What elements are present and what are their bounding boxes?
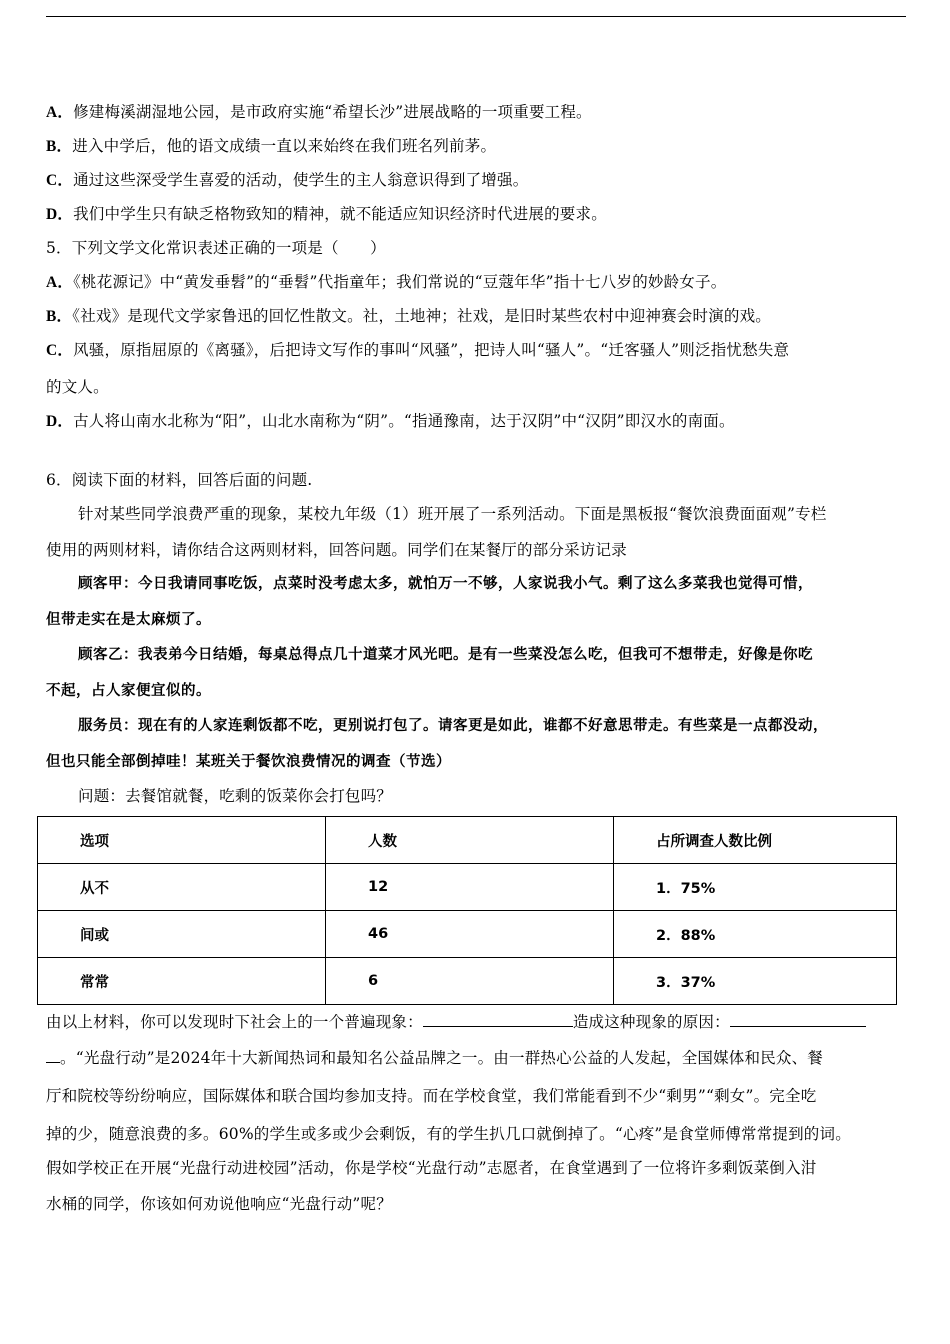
table-cell: 46 — [326, 911, 614, 958]
header-rule — [46, 16, 906, 17]
q6-intro-line1: 针对某些同学浪费严重的现象，某校九年级（1）班开展了一系列活动。下面是黑板报“餐饮浪费面面观”专栏 — [78, 505, 827, 523]
survey-table — [37, 816, 897, 1005]
q6-guest-a-line1: 顾客甲：今日我请同事吃饭，点菜时没考虑太多，就怕万一不够，人家说我小气。剩了这么多菜我也觉得可惜， — [78, 576, 813, 592]
answer-blank-reason-cont[interactable] — [46, 1048, 60, 1063]
q6-para-line5: 水桶的同学，你该如何劝说他响应“光盘行动”呢？ — [46, 1195, 392, 1213]
q6-guest-b-line1: 顾客乙：我表弟今日结婚，每桌总得点几十道菜才风光吧。是有一些菜没怎么吃，但我可不想带走，好像是你吃 — [78, 647, 813, 663]
q6-waiter-line1: 服务员：现在有的人家连剩饭都不吃，更别说打包了。请客更是如此，谁都不好意思带走。有些菜是一点都没动， — [78, 718, 828, 734]
q6-para-line4: 假如学校正在开展“光盘行动进校园”活动，你是学校“光盘行动”志愿者，在食堂遇到了一位将许多剩饭菜倒入泔 — [46, 1159, 817, 1177]
q6-intro-line2: 使用的两则材料，请你结合这两则材料，回答问题。同学们在某餐厅的部分采访记录 — [46, 541, 627, 559]
q5-option-d: D．古人将山南水北称为“阳”，山北水南称为“阴”。“指通豫南，达于汉阴”中“汉阴”即汉水的南面。 — [46, 412, 735, 430]
table-header-cell: 选项 — [38, 817, 326, 864]
q6-guest-b-line2: 不起，占人家便宜似的。 — [46, 683, 211, 699]
q4-option-c: C．通过这些深受学生喜爱的活动，使学生的主人翁意识得到了增强。 — [46, 171, 529, 189]
answer-blank-reason[interactable] — [730, 1012, 866, 1027]
table-row — [38, 864, 897, 911]
table-cell: 间或 — [38, 911, 326, 958]
table-cell: 从不 — [38, 864, 326, 911]
q6-waiter-line2: 但也只能全部倒掉哇！某班关于餐饮浪费情况的调查（节选） — [46, 754, 451, 770]
q4-option-d: D．我们中学生只有缺乏格物致知的精神，就不能适应知识经济时代进展的要求。 — [46, 205, 607, 223]
q6-para-line1: 。“光盘行动”是2024年十大新闻热词和最知名公益品牌之一。由一群热心公益的人发起，全国媒体和民众、餐 — [46, 1048, 823, 1068]
q6-survey-question: 问题：去餐馆就餐，吃剩的饭菜你会打包吗？ — [78, 787, 393, 805]
q6-stem: 6．阅读下面的材料，回答后面的问题. — [46, 471, 313, 489]
table-row — [38, 911, 897, 958]
answer-blank-phenomenon[interactable] — [423, 1012, 573, 1027]
q6-ask-line: 由以上材料，你可以发现时下社会上的一个普遍现象： 造成这种现象的原因： — [46, 1012, 866, 1032]
table-header-row — [38, 817, 897, 864]
q5-option-c-cont: 的文人。 — [46, 378, 109, 396]
table-header-cell: 人数 — [326, 817, 614, 864]
table-cell: 6 — [326, 958, 614, 1005]
q5-stem: 5．下列文学文化常识表述正确的一项是（ ） — [46, 239, 386, 257]
table-row — [38, 958, 897, 1005]
q4-option-a: A．修建梅溪湖湿地公园，是市政府实施“希望长沙”进展战略的一项重要工程。 — [46, 103, 592, 121]
q6-para-line3: 掉的少，随意浪费的多。60%的学生或多或少会剩饭，有的学生扒几口就倒掉了。“心疼”是食堂师傅常常提到的词。 — [46, 1125, 851, 1143]
q4-option-b: B．进入中学后，他的语文成绩一直以来始终在我们班名列前茅。 — [46, 137, 497, 155]
q5-option-a: A．《桃花源记》中“黄发垂髫”的“垂髫”代指童年；我们常说的“豆蔻年华”指十七八岁的妙龄女子。 — [46, 273, 727, 291]
q5-option-c: C．风骚，原指屈原的《离骚》，后把诗文写作的事叫“风骚”，把诗人叫“骚人”。“迁客骚人”则泛指忧愁失意 — [46, 341, 790, 359]
table-cell: 常常 — [38, 958, 326, 1005]
table-cell: 1．75% — [614, 864, 897, 911]
q5-option-b: B．《社戏》是现代文学家鲁迅的回忆性散文。社，土地神；社戏，是旧时某些农村中迎神赛会时演的戏。 — [46, 307, 772, 325]
table-cell: 3．37% — [614, 958, 897, 1005]
q6-guest-a-line2: 但带走实在是太麻烦了。 — [46, 612, 211, 628]
table-cell: 2．88% — [614, 911, 897, 958]
table-header-cell: 占所调查人数比例 — [614, 817, 897, 864]
q6-para-line2: 厅和院校等纷纷响应，国际媒体和联合国均参加支持。而在学校食堂，我们常能看到不少“剩男”“剩女”。完全吃 — [46, 1087, 817, 1105]
table-cell: 12 — [326, 864, 614, 911]
